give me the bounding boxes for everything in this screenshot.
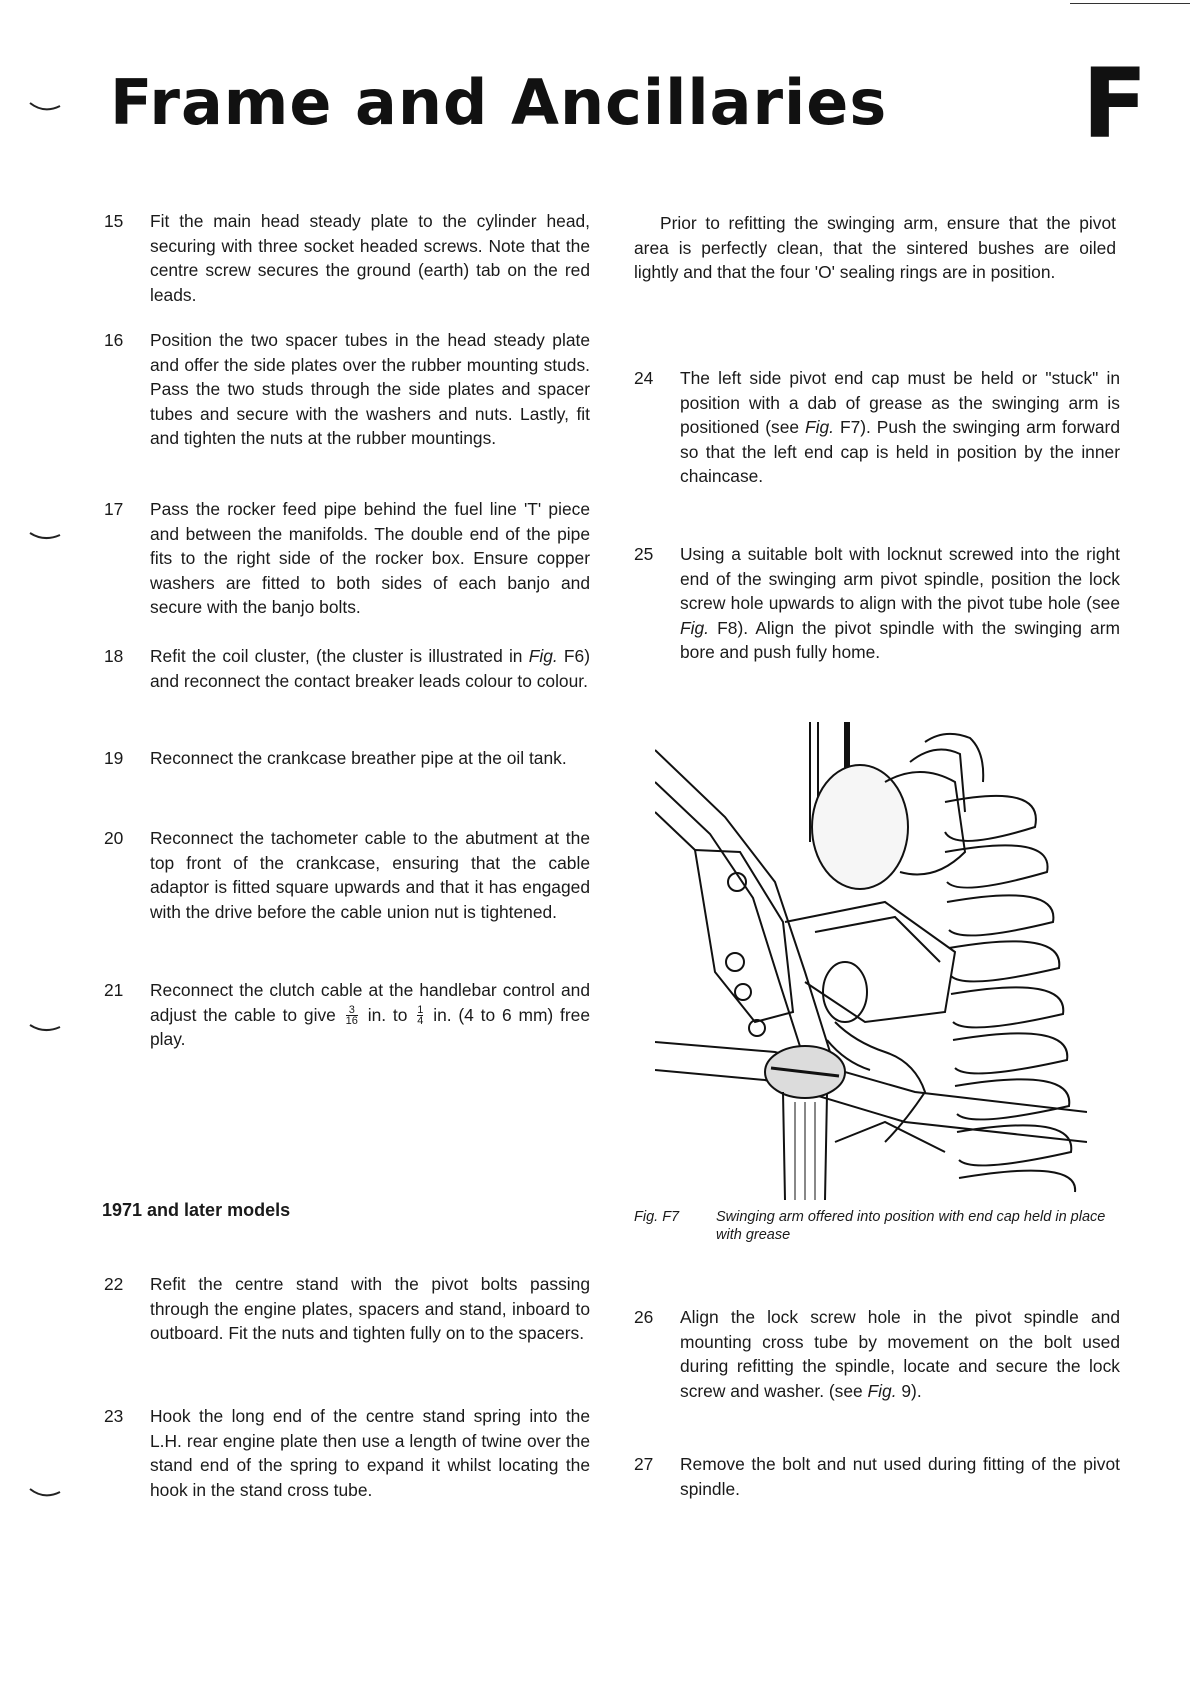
- step-text: Reconnect the clutch cable at the handlebar control and adjust the cable to give $\frac{3}{16}$ in. to $\frac{1}{4}$ in. (4 to 6 mm) free play.: [150, 980, 591, 1049]
- step-text: Hook the long end of the centre stand spring into the L.H. rear engine plate then use a length of twine over the stand end of the spring to expand it whilst locating the hook in the stand cross tube.: [150, 1406, 590, 1500]
- step-text: The left side pivot end cap must be held or "stuck" in position with a dab of grease as the swinging arm is positioned (see Fig. F7). Push the swinging arm forward so that the left end cap is held in position by the inner chaincase.: [680, 368, 1120, 486]
- figure-caption: [634, 1208, 1124, 1244]
- step-number: 25: [634, 544, 654, 564]
- step-number: 17: [104, 499, 124, 519]
- step-text: Align the lock screw hole in the pivot spindle and mounting cross tube by movement on the bolt used during refitting the spindle, locate and secure the lock screw and washer. (see Fig. 9).: [680, 1307, 1120, 1401]
- step-17: [104, 497, 590, 620]
- step-27: [634, 1452, 1120, 1501]
- step-number: 15: [104, 211, 124, 231]
- step-24: [634, 366, 1120, 489]
- step-text: Remove the bolt and nut used during fitting of the pivot spindle.: [680, 1454, 1120, 1499]
- fraction: $\frac{1}{4}$: [417, 1004, 424, 1028]
- step-22: [104, 1272, 590, 1346]
- step-25: [634, 542, 1120, 665]
- fraction: $\frac{3}{16}$: [345, 1004, 358, 1028]
- step-number: 19: [104, 748, 124, 768]
- figure-caption-text: Swinging arm offered into position with end cap held in place with grease: [716, 1209, 1106, 1243]
- step-16: [104, 328, 590, 451]
- step-26: [634, 1305, 1120, 1403]
- step-number: 26: [634, 1307, 654, 1327]
- step-text: Reconnect the tachometer cable to the abutment at the top front of the crankcase, ensuring that the cable adaptor is fitted square upwards and that it has engaged with the drive before the cable union nut is tightened.: [150, 828, 590, 922]
- binder-hole-mark: [28, 1486, 62, 1500]
- step-text: Refit the centre stand with the pivot bolts passing through the engine plates, spacers and stand, inboard to outboard. Fit the nuts and tighten fully on to the spacers.: [150, 1274, 590, 1343]
- step-text: Position the two spacer tubes in the head steady plate and offer the side plates over the rubber mounting studs. Pass the two studs through the side plates and spacer tubes and secure with the washers and nuts. Lastly, fit and tighten the nuts at the rubber mountings.: [150, 330, 590, 448]
- binder-hole-mark: [28, 530, 62, 544]
- step-number: 24: [634, 368, 654, 388]
- step-text: Fit the main head steady plate to the cylinder head, securing with three socket headed screws. Note that the centre screw secures the ground (earth) tab on the red leads.: [150, 211, 590, 305]
- step-20: [104, 826, 590, 924]
- binder-hole-mark: [28, 100, 62, 114]
- step-18: [104, 644, 590, 693]
- step-number: 20: [104, 828, 124, 848]
- figure-f7-illustration: [655, 722, 1087, 1200]
- step-number: 21: [104, 980, 124, 1000]
- step-text: Using a suitable bolt with locknut screwed into the right end of the swinging arm pivot spindle, position the lock screw hole upwards to align with the pivot tube hole (see Fig. F8). Align the pivot spindle with the swinging arm bore and push fully home.: [680, 544, 1120, 662]
- scan-edge-line: [1070, 3, 1190, 4]
- step-number: 18: [104, 646, 124, 666]
- step-21: [104, 978, 590, 1052]
- step-text: Pass the rocker feed pipe behind the fuel line 'T' piece and between the manifolds. The double end of the pipe fits to the right side of the rocker box. Ensure copper washers are fitted to both sides of each banjo and secure with the banjo bolts.: [150, 499, 590, 617]
- step-number: 16: [104, 330, 124, 350]
- step-number: 27: [634, 1454, 654, 1474]
- page-title: Frame and Ancillaries: [110, 66, 888, 139]
- binder-hole-mark: [28, 1022, 62, 1036]
- step-text: Refit the coil cluster, (the cluster is illustrated in Fig. F6) and reconnect the contact breaker leads colour to colour.: [150, 646, 590, 691]
- step-19: [104, 746, 590, 771]
- step-number: 22: [104, 1274, 124, 1294]
- step-text: Reconnect the crankcase breather pipe at the oil tank.: [150, 748, 567, 768]
- section-letter: F: [1082, 48, 1148, 160]
- step-23: [104, 1404, 590, 1502]
- subheading: 1971 and later models: [102, 1200, 291, 1220]
- intro-paragraph: Prior to refitting the swinging arm, ensure that the pivot area is perfectly clean, that the sintered bushes are oiled lightly and that the four 'O' sealing rings are in position.: [634, 213, 1116, 282]
- step-15: [104, 209, 590, 307]
- figure-label: Fig. F7: [634, 1209, 680, 1225]
- step-number: 23: [104, 1406, 124, 1426]
